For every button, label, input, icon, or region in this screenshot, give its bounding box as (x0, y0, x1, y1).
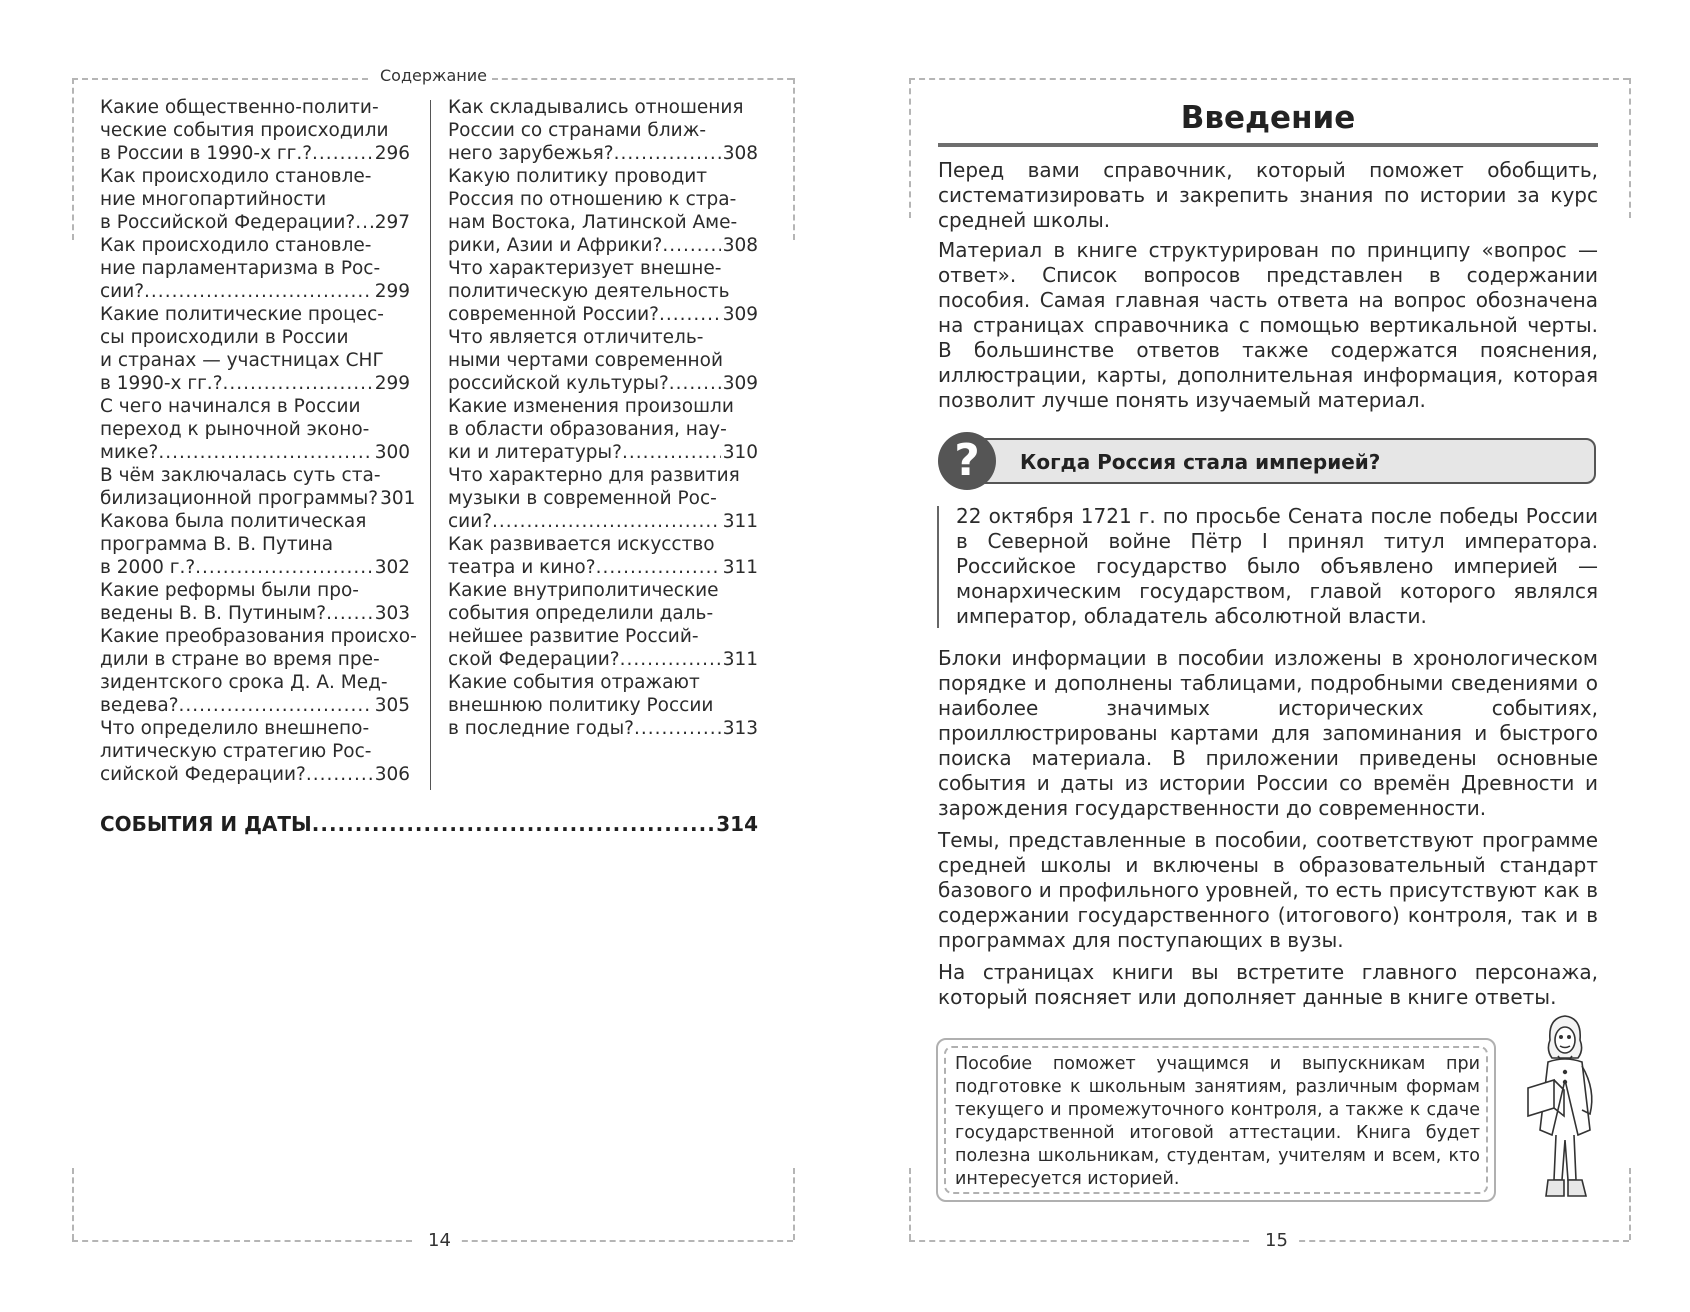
toc-entry[interactable] (100, 579, 410, 625)
leader-dots (306, 763, 373, 786)
toc-column-2 (448, 96, 758, 740)
frame-line (72, 1240, 412, 1242)
toc-entry[interactable] (448, 671, 758, 740)
leader-dots (659, 303, 721, 326)
toc-entry-line: ведева? (100, 695, 179, 716)
intro-paragraph-4: Темы, представленные в пособии, соответствуют программе средней школы и включены в образовательный стандарт базового и профильного уровней, то есть присутствуют как в содержании государственного (итогового) контроля, так и в программах для поступающих в вузы. (938, 828, 1598, 952)
frame-line (72, 1168, 74, 1240)
toc-entry-last-line (448, 556, 758, 579)
toc-entry[interactable] (100, 96, 410, 165)
toc-entry-line: Что характерно для развития (448, 465, 740, 486)
toc-entry[interactable] (448, 395, 758, 464)
toc-events-entry[interactable] (100, 812, 758, 836)
toc-entry-line: российской культуры? (448, 373, 669, 394)
leader-dots (326, 602, 373, 625)
toc-page-number: 313 (722, 718, 758, 739)
toc-page-number: 308 (722, 143, 758, 164)
toc-page-number: 311 (722, 557, 758, 578)
toc-entry-line: политическую деятельность (448, 281, 730, 302)
toc-entry-last-line (448, 372, 758, 395)
toc-entry-line: дили в стране во время пре- (100, 649, 380, 670)
toc-page-number: 310 (722, 442, 758, 463)
toc-page-number: 311 (722, 511, 758, 532)
toc-page-number: 299 (374, 281, 410, 302)
toc-page-number: 308 (722, 235, 758, 256)
question-mark-icon: ? (938, 432, 996, 490)
toc-page-number: 309 (722, 373, 758, 394)
frame-line (1629, 78, 1631, 218)
leader-dots (669, 372, 721, 395)
frame-line (909, 1240, 1249, 1242)
toc-entry-line: и странах — участницах СНГ (100, 350, 384, 371)
toc-entry[interactable] (448, 257, 758, 326)
toc-entry[interactable] (100, 165, 410, 234)
page-number-left: 14 (418, 1230, 461, 1251)
toc-entry-line: ской Федерации? (448, 649, 620, 670)
toc-entry-line: зидентского срока Д. А. Мед- (100, 672, 388, 693)
leader-dots (195, 556, 373, 579)
toc-entry-last-line (100, 280, 410, 303)
leader-dots (614, 142, 721, 165)
frame-line (72, 78, 74, 240)
toc-entry-last-line (448, 648, 758, 671)
toc-entry-line: переход к рыночной эконо- (100, 419, 370, 440)
toc-entry-line: Какие политические процес- (100, 304, 384, 325)
intro-paragraph-1: Перед вами справочник, который поможет обобщить, систематизировать и закрепить знания по истории за курс средней школы. (938, 158, 1598, 232)
toc-entry-line: сы происходили в России (100, 327, 349, 348)
peter-character-illustration (1520, 1010, 1610, 1210)
frame-line (909, 1168, 911, 1240)
toc-entry-line: Что характеризует внешне- (448, 258, 722, 279)
toc-entry-last-line (448, 441, 758, 464)
toc-entry-line: современной России? (448, 304, 659, 325)
toc-entry-line: него зарубежья? (448, 143, 614, 164)
answer-marker-line (937, 506, 939, 628)
toc-entry-last-line (100, 694, 410, 717)
toc-entry-line: В чём заключалась суть ста- (100, 465, 381, 486)
toc-entry-last-line (448, 303, 758, 326)
toc-entry-line: Что является отличитель- (448, 327, 704, 348)
toc-entry-line: Как происходило становле- (100, 166, 372, 187)
toc-entry[interactable] (100, 510, 410, 579)
toc-entry-line: ки и литературы? (448, 442, 622, 463)
toc-entry-line: Какова была политическая (100, 511, 367, 532)
toc-entry[interactable] (100, 717, 410, 786)
toc-entry-line: Что определило внешнепо- (100, 718, 370, 739)
toc-page-number: 309 (722, 304, 758, 325)
toc-entry-line: ние многопартийности (100, 189, 327, 210)
toc-entry-line: России со странами ближ- (448, 120, 707, 141)
frame-line (909, 78, 911, 218)
toc-entry-line: литическую стратегию Рос- (100, 741, 372, 762)
leader-dots (223, 372, 373, 395)
toc-entry-line: билизационной программы? (100, 488, 379, 509)
toc-page-number: 302 (374, 557, 410, 578)
toc-entry-last-line (100, 602, 410, 625)
toc-entry-line: мике? (100, 442, 159, 463)
frame-line (793, 1168, 795, 1240)
toc-entry-line: Какие внутриполитические (448, 580, 719, 601)
toc-entry-line: внешнюю политику России (448, 695, 714, 716)
toc-entry[interactable] (448, 579, 758, 671)
toc-page-number: 311 (722, 649, 758, 670)
toc-entry-line: ние парламентаризма в Рос- (100, 258, 381, 279)
events-page: 314 (716, 812, 758, 836)
frame-line (909, 78, 1629, 80)
toc-entry-line: Россия по отношению к стра- (448, 189, 737, 210)
toc-entry-last-line (100, 556, 410, 579)
leader-dots (355, 211, 372, 234)
toc-entry-line: сии? (100, 281, 145, 302)
toc-entry-last-line (100, 142, 410, 165)
toc-entry[interactable] (448, 326, 758, 395)
column-separator (430, 100, 431, 790)
leader-dots (312, 812, 717, 836)
toc-entry-last-line (448, 234, 758, 257)
leader-dots (634, 717, 721, 740)
running-head: Содержание (380, 66, 487, 85)
toc-entry-line: в области образования, нау- (448, 419, 727, 440)
toc-entry[interactable] (100, 303, 410, 395)
frame-line (72, 78, 368, 80)
toc-entry-last-line (100, 372, 410, 395)
toc-entry-line: Какие реформы были про- (100, 580, 359, 601)
toc-entry[interactable] (448, 165, 758, 257)
leader-dots (622, 441, 721, 464)
toc-entry-last-line (448, 717, 758, 740)
toc-entry-last-line (448, 142, 758, 165)
frame-line (492, 78, 793, 80)
toc-entry-line: нам Востока, Латинской Аме- (448, 212, 738, 233)
toc-entry-line: нейшее развитие Россий- (448, 626, 699, 647)
toc-entry-line: в 1990-х гг.? (100, 373, 223, 394)
toc-entry-line: Какие преобразования происхо- (100, 626, 417, 647)
page-title: Введение (1180, 100, 1356, 136)
toc-entry-last-line (448, 510, 758, 533)
toc-entry-line: сийской Федерации? (100, 764, 306, 785)
events-label: СОБЫТИЯ И ДАТЫ (100, 812, 312, 836)
toc-entry-line: в последние годы? (448, 718, 635, 739)
leader-dots (144, 280, 373, 303)
toc-entry-line: Как складывались отношения (448, 97, 744, 118)
toc-entry-line: программа В. В. Путина (100, 534, 334, 555)
toc-entry-line: сии? (448, 511, 493, 532)
intro-paragraph-2: Материал в книге структурирован по принципу «вопрос — ответ». Список вопросов представлен в содержании пособия. Самая главная часть ответа на вопрос обозначена на страницах справочника с помощью вертикальной черты. В большинстве ответов также содержатся пояснения, иллюстрации, карты, дополнительная информация, которая позволит лучше понять изучаемый материал. (938, 238, 1598, 412)
leader-dots (662, 234, 720, 257)
toc-entry-line: музыки в современной Рос- (448, 488, 717, 509)
toc-entry-line: Какие изменения произошли (448, 396, 734, 417)
frame-line (793, 78, 795, 240)
note-text: Пособие поможет учащимся и выпускникам при подготовке к школьным занятиям, различным формам текущего и промежуточного контроля, а также к сдаче государственной итоговой аттестации. Книга будет полезна школьникам, студентам, учителям и всем, кто интересуется историей. (955, 1054, 1480, 1189)
toc-entry[interactable] (448, 96, 758, 165)
leader-dots (158, 441, 372, 464)
frame-line (1629, 1168, 1631, 1240)
intro-paragraph-3: Блоки информации в пособии изложены в хронологическом порядке и дополнены таблицами, подробными сведениями о наиболее значимых исторических событиях, проиллюстрированы картами для запоминания и быстрого поиска материала. В приложении приведены основные события и даты из истории России со времён Древности и зарождения государственности до современности. (938, 646, 1598, 820)
toc-entry-line: события определили даль- (448, 603, 714, 624)
toc-page-number: 299 (374, 373, 410, 394)
toc-entry-line: в Российской Федерации? (100, 212, 356, 233)
title-underline (938, 143, 1598, 147)
toc-entry-line: Как происходило становле- (100, 235, 372, 256)
toc-entry-line: рики, Азии и Африки? (448, 235, 663, 256)
page-number-right: 15 (1255, 1230, 1298, 1251)
toc-page-number: 301 (380, 488, 416, 509)
toc-entry-line: в России в 1990-х гг.? (100, 143, 313, 164)
answer-text: 22 октября 1721 г. по просьбе Сената после победы России в Северной войне Пётр I принял титул императора. Российское государство было объявлено империей — монархическим государством, главой которого являлся император, обладатель абсолютной власти. (956, 504, 1598, 628)
toc-entry[interactable] (448, 464, 758, 533)
toc-page-number: 306 (374, 764, 410, 785)
toc-page-number: 300 (374, 442, 410, 463)
frame-line (452, 1240, 793, 1242)
toc-entry[interactable] (100, 464, 416, 510)
toc-page-number: 303 (374, 603, 410, 624)
toc-entry-last-line (100, 211, 410, 234)
toc-entry-last-line (100, 441, 410, 464)
toc-entry[interactable] (448, 533, 758, 579)
toc-entry-line: Какую политику проводит (448, 166, 708, 187)
toc-entry-last-line (100, 763, 410, 786)
toc-page-number: 305 (374, 695, 410, 716)
toc-entry-line: в 2000 г.? (100, 557, 196, 578)
toc-entry[interactable] (100, 395, 410, 464)
leader-dots (492, 510, 721, 533)
toc-entry[interactable] (100, 625, 417, 717)
toc-page-number: 297 (374, 212, 410, 233)
toc-entry-line: С чего начинался в России (100, 396, 361, 417)
leader-dots (596, 556, 721, 579)
toc-entry-line: ческие события происходили (100, 120, 389, 141)
frame-line (1289, 1240, 1629, 1242)
toc-entry-line: ными чертами современной (448, 350, 723, 371)
toc-entry-line: Какие общественно-полити- (100, 97, 379, 118)
toc-entry-last-line (100, 487, 416, 510)
toc-entry-line: ведены В. В. Путиным? (100, 603, 327, 624)
leader-dots (620, 648, 721, 671)
leader-dots (312, 142, 373, 165)
toc-page-number: 296 (374, 143, 410, 164)
toc-entry-line: театра и кино? (448, 557, 596, 578)
toc-entry-line: Какие события отражают (448, 672, 700, 693)
toc-entry-line: Как развивается искусство (448, 534, 715, 555)
leader-dots (179, 694, 373, 717)
question-text: Когда Россия стала империей? (1020, 450, 1381, 474)
toc-entry[interactable] (100, 234, 410, 303)
toc-column-1 (100, 96, 417, 786)
intro-paragraph-5: На страницах книги вы встретите главного персонажа, который поясняет или дополняет данные в книге ответы. (938, 960, 1598, 1009)
